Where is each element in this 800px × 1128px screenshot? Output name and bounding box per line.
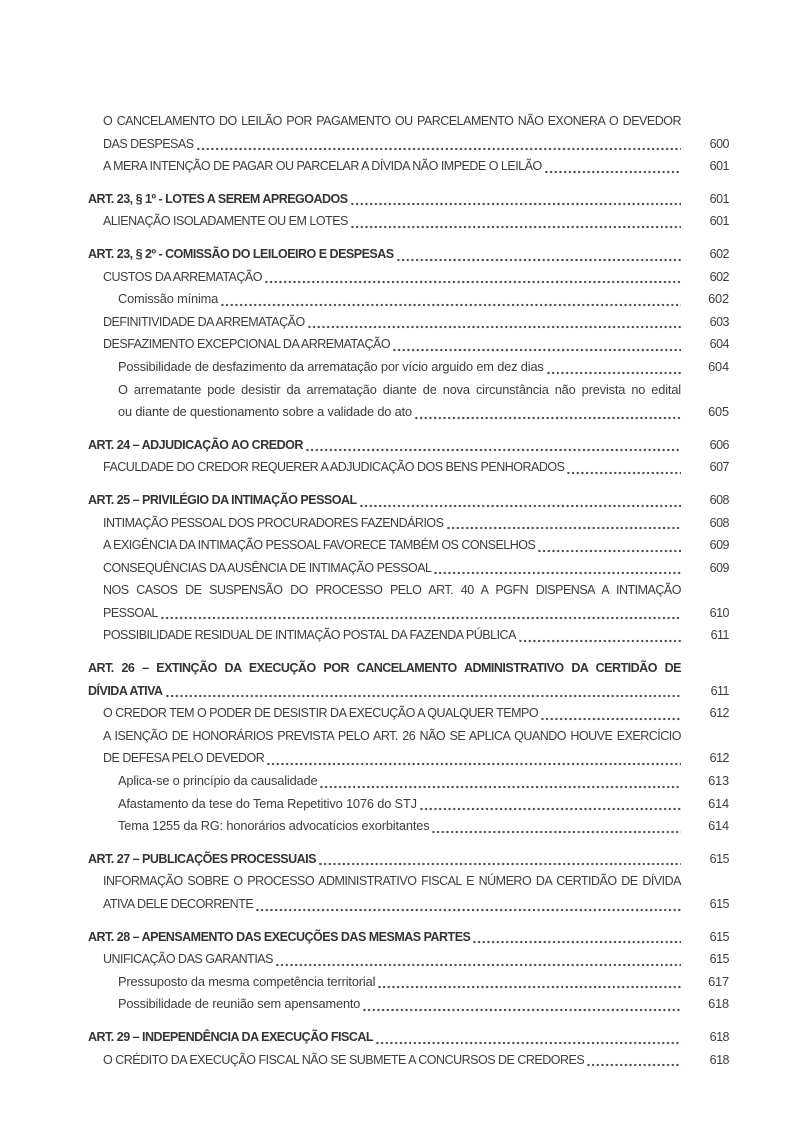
page-number: 607 [709, 460, 729, 475]
toc-entry [88, 579, 729, 624]
toc-entry-line [118, 993, 729, 1016]
page-number: 617 [708, 973, 729, 989]
toc-entry-text: FACULDADE DO CREDOR REQUERER A ADJUDICAÇÃO DOS BENS PENHORADOS [103, 460, 565, 475]
toc-entry-line [103, 557, 729, 580]
toc-entry-line [118, 288, 729, 311]
page-number: 602 [708, 291, 729, 307]
toc-entry-text: ART. 24 – ADJUDICAÇÃO AO CREDOR [88, 437, 303, 452]
page-number: 611 [710, 683, 729, 698]
toc-entry-text: ART. 25 – PRIVILÉGIO DA INTIMAÇÃO PESSOAL [88, 492, 357, 507]
toc-entry [88, 155, 729, 178]
toc-entry-text: DESFAZIMENTO EXCEPCIONAL DA ARREMATAÇÃO [103, 337, 391, 352]
dot-leader [351, 225, 681, 229]
dot-leader [166, 694, 681, 698]
page-number: 613 [708, 773, 729, 789]
toc-entry [88, 993, 729, 1016]
page-number: 601 [709, 191, 729, 206]
page-number: 609 [709, 560, 729, 575]
toc-entry-line [88, 680, 729, 703]
dot-leader [547, 371, 681, 375]
toc-list [88, 110, 729, 1071]
toc-entry [88, 534, 729, 557]
page-number: 600 [709, 136, 729, 151]
toc-entry [88, 333, 729, 356]
page-number: 604 [709, 337, 729, 352]
page-number: 618 [708, 996, 729, 1012]
toc-entry-line [118, 356, 729, 379]
toc-entry-line [118, 815, 729, 838]
toc-entry-line [103, 1049, 729, 1072]
toc-entry-line [118, 770, 729, 793]
dot-leader [587, 1063, 681, 1067]
page-number: 601 [709, 214, 729, 229]
toc-entry-text: INFORMAÇÃO SOBRE O PROCESSO ADMINISTRATIVO FISCAL E NÚMERO DA CERTIDÃO DE DÍVIDA [103, 874, 681, 889]
page-number: 602 [709, 246, 729, 261]
toc-entry-text: NOS CASOS DE SUSPENSÃO DO PROCESSO PELO ART. 40 A PGFN DISPENSA A INTIMAÇÃO [103, 583, 681, 598]
toc-entry-text: CONSEQUÊNCIAS DA AUSÊNCIA DE INTIMAÇÃO PESSOAL [103, 560, 432, 575]
toc-entry-text: ART. 27 – PUBLICAÇÕES PROCESSUAIS [88, 851, 316, 866]
toc-entry-text: Aplica-se o princípio da causalidade [118, 773, 318, 789]
page-number: 604 [708, 358, 729, 374]
toc-entry-text: ou diante de questionamento sobre a validade do ato [118, 404, 413, 420]
page-number: 610 [709, 605, 729, 620]
dot-leader [265, 280, 681, 284]
dot-leader [434, 571, 681, 575]
toc-entry [88, 110, 729, 155]
page-number: 609 [709, 538, 729, 553]
toc-entry-text: O CREDOR TEM O PODER DE DESISTIR DA EXECUÇÃO A QUALQUER TEMPO [103, 706, 539, 721]
dot-leader [415, 416, 681, 420]
toc-entry-text: Possibilidade de reunião sem apensamento [118, 996, 361, 1012]
page-number: 612 [709, 706, 729, 721]
toc-entry-text: ART. 28 – APENSAMENTO DAS EXECUÇÕES DAS MESMAS PARTES [88, 929, 471, 944]
dot-leader [447, 526, 682, 530]
dot-leader [432, 830, 681, 834]
toc-entry-line [103, 266, 729, 289]
dot-leader [541, 717, 681, 721]
dot-leader [319, 862, 681, 866]
toc-entry-text: Afastamento da tese do Tema Repetitivo 1076 do STJ [118, 795, 417, 811]
page-number: 614 [708, 818, 729, 834]
toc-entry [88, 456, 729, 479]
dot-leader [376, 1041, 681, 1045]
toc-entry-line [103, 602, 729, 625]
toc-entry-line [103, 133, 729, 156]
dot-leader [567, 471, 681, 475]
toc-entry-line [118, 401, 729, 424]
toc-entry-line [88, 434, 729, 457]
toc-entry-text: INTIMAÇÃO PESSOAL DOS PROCURADORES FAZENDÁRIOS [103, 515, 444, 530]
toc-entry-text: Pressuposto da mesma competência territorial [118, 973, 376, 989]
toc-entry-text: POSSIBILIDADE RESIDUAL DE INTIMAÇÃO POSTAL DA FAZENDA PÚBLICA [103, 628, 516, 643]
toc-entry [88, 210, 729, 233]
page-number: 612 [709, 751, 729, 766]
toc-entry-line [88, 243, 729, 266]
toc-entry-text: DE DEFESA PELO DEVEDOR [103, 751, 265, 766]
toc-entry-line [88, 489, 729, 512]
toc-entry-line [103, 624, 729, 647]
toc-entry-line [103, 702, 729, 725]
toc-entry-text: ART. 26 – EXTINÇÃO DA EXECUÇÃO POR CANCELAMENTO ADMINISTRATIVO DA CERTIDÃO DE [88, 661, 681, 676]
page-number: 611 [710, 628, 729, 643]
dot-leader [538, 549, 681, 553]
toc-entry [88, 702, 729, 725]
toc-entry-line [103, 311, 729, 334]
page-number: 601 [709, 159, 729, 174]
page-number: 602 [709, 269, 729, 284]
page-number: 615 [709, 952, 729, 967]
toc-entry-line [103, 333, 729, 356]
page-number: 618 [709, 1029, 729, 1044]
toc-entry-text: O CRÉDITO DA EXECUÇÃO FISCAL NÃO SE SUBMETE A CONCURSOS DE CREDORES [103, 1052, 585, 1067]
dot-leader [308, 325, 681, 329]
toc-entry-text: ATIVA DELE DECORRENTE [103, 897, 254, 911]
toc-entry [88, 793, 729, 816]
toc-entry-line [103, 893, 729, 916]
toc-entry-text: O CANCELAMENTO DO LEILÃO POR PAGAMENTO OU PARCELAMENTO NÃO EXONERA O DEVEDOR [103, 114, 681, 128]
toc-entry [88, 926, 729, 949]
toc-entry [88, 243, 729, 266]
toc-entry [88, 311, 729, 334]
toc-entry-text: DEFINITIVIDADE DA ARREMATAÇÃO [103, 314, 305, 329]
toc-entry [88, 1026, 729, 1049]
dot-leader [306, 448, 681, 452]
page-number: 608 [709, 492, 729, 507]
toc-entry [88, 188, 729, 211]
page-number: 605 [708, 404, 729, 420]
page-number: 606 [709, 437, 729, 452]
toc-entry-line [118, 971, 729, 994]
dot-leader [519, 639, 681, 643]
toc-entry-line [88, 1026, 729, 1049]
toc-entry-text: DÍVIDA ATIVA [88, 683, 163, 698]
toc-entry [88, 557, 729, 580]
toc-entry-text: CUSTOS DA ARREMATAÇÃO [103, 269, 262, 284]
page-number: 615 [709, 851, 729, 866]
toc-entry-line [103, 948, 729, 971]
page-number: 615 [709, 897, 729, 911]
dot-leader [161, 616, 681, 620]
toc-entry [88, 971, 729, 994]
toc-entry-text: A ISENÇÃO DE HONORÁRIOS PREVISTA PELO ART. 26 NÃO SE APLICA QUANDO HOUVE EXERCÍCIO [103, 728, 681, 743]
dot-leader [473, 940, 681, 944]
page-number: 618 [709, 1052, 729, 1067]
toc-entry [88, 624, 729, 647]
dot-leader [197, 147, 681, 151]
toc-entry [88, 512, 729, 535]
dot-leader [378, 985, 681, 989]
page-number: 614 [708, 795, 729, 811]
dot-leader [397, 258, 681, 262]
dot-leader [363, 1008, 681, 1012]
toc-entry-line [103, 210, 729, 233]
toc-entry-text: ALIENAÇÃO ISOLADAMENTE OU EM LOTES [103, 214, 348, 229]
dot-leader [276, 963, 681, 967]
toc-entry-line [118, 793, 729, 816]
toc-entry-text: ART. 23, § 1º - LOTES A SEREM APREGOADOS [88, 191, 348, 206]
toc-entry-text: A MERA INTENÇÃO DE PAGAR OU PARCELAR A DÍVIDA NÃO IMPEDE O LEILÃO [103, 159, 542, 174]
toc-entry [88, 288, 729, 311]
toc-entry [88, 434, 729, 457]
page-number: 608 [709, 515, 729, 530]
toc-entry [88, 379, 729, 424]
toc-entry-text: Tema 1255 da RG: honorários advocatícios exorbitantes [118, 818, 430, 834]
toc-entry-text: DAS DESPESAS [103, 136, 194, 151]
toc-entry [88, 870, 729, 915]
toc-entry-line [88, 926, 729, 949]
toc-entry-text: ART. 23, § 2º - COMISSÃO DO LEILOEIRO E DESPESAS [88, 246, 394, 261]
toc-entry-text: PESSOAL [103, 605, 158, 620]
toc-entry-text: UNIFICAÇÃO DAS GARANTIAS [103, 952, 273, 967]
toc-entry-text: A EXIGÊNCIA DA INTIMAÇÃO PESSOAL FAVORECE TAMBÉM OS CONSELHOS [103, 538, 536, 553]
toc-entry-line [103, 512, 729, 535]
dot-leader [267, 762, 681, 766]
dot-leader [545, 170, 681, 174]
dot-leader [393, 348, 681, 352]
toc-entry [88, 489, 729, 512]
toc-entry-text: Possibilidade de desfazimento da arrematação por vício arguido em dez dias [118, 358, 544, 374]
dot-leader [221, 303, 681, 307]
toc-entry [88, 266, 729, 289]
toc-entry-line [88, 848, 729, 871]
toc-entry [88, 770, 729, 793]
dot-leader [420, 807, 681, 811]
page-number: 603 [709, 314, 729, 329]
toc-entry [88, 815, 729, 838]
dot-leader [351, 202, 681, 206]
toc-entry-line [103, 747, 729, 770]
dot-leader [320, 785, 681, 789]
toc-entry-line [103, 456, 729, 479]
toc-entry-text: O arrematante pode desistir da arrematação diante de nova circunstância não prevista no edital [118, 381, 681, 397]
dot-leader [360, 504, 681, 508]
toc-entry-line [103, 155, 729, 178]
toc-entry [88, 948, 729, 971]
page-number: 615 [709, 929, 729, 944]
toc-entry [88, 657, 729, 702]
toc-entry [88, 1049, 729, 1072]
toc-entry-text: ART. 29 – INDEPENDÊNCIA DA EXECUÇÃO FISCAL [88, 1029, 374, 1044]
toc-entry [88, 356, 729, 379]
toc-entry-line [103, 534, 729, 557]
dot-leader [256, 908, 681, 912]
toc-entry [88, 725, 729, 770]
toc-entry [88, 848, 729, 871]
toc-entry-text: Comissão mínima [118, 291, 219, 307]
toc-entry-line [88, 188, 729, 211]
